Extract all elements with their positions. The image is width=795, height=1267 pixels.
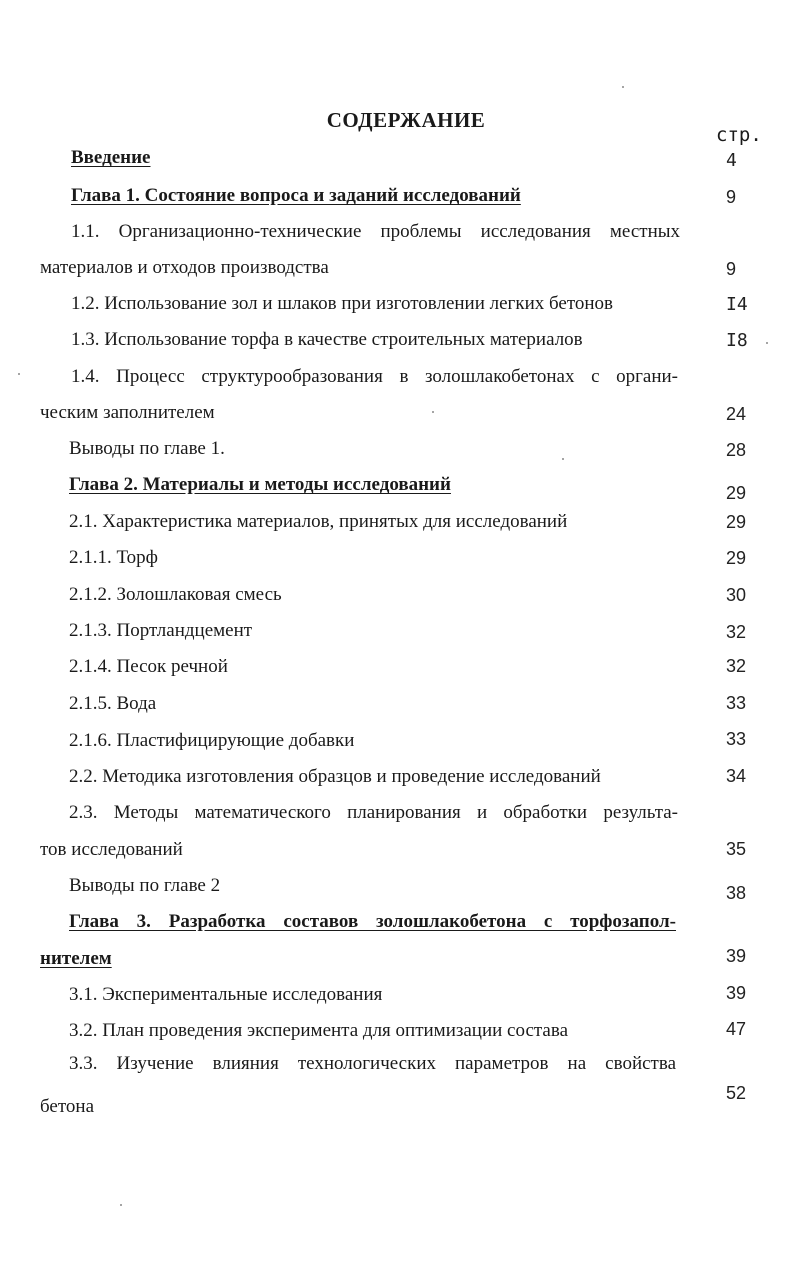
toc-page-number: 34: [726, 766, 747, 786]
toc-entry-2-1-2: 2.1.2. Золошлаковая смесь: [69, 584, 282, 605]
toc-entry-1-2: 1.2. Использование зол и шлаков при изготовлении легких бетонов: [71, 293, 614, 314]
toc-entry-conclusions-1: Выводы по главе 1.: [69, 438, 225, 459]
toc-entry-3-2: 3.2. План проведения эксперимента для оптимизации состава: [69, 1020, 569, 1041]
toc-page-number: 9: [726, 259, 737, 279]
toc-page-number: 39: [726, 983, 747, 1003]
toc-page-number: 24: [726, 404, 747, 424]
toc-entry-1-3: 1.3. Использование торфа в качестве строительных материалов: [71, 329, 583, 350]
toc-entry-3-3-line2: бетона: [40, 1096, 95, 1117]
toc-page-number: 30: [726, 585, 747, 605]
toc-entry-conclusions-2: Выводы по главе 2: [69, 875, 221, 896]
toc-page-number: 39: [726, 946, 747, 966]
toc-entry-1-1-line2: материалов и отходов производства: [40, 257, 329, 278]
toc-entry-2-3-line1: 2.3. Методы математического планирования и обработки результа-: [69, 802, 678, 823]
toc-page-number: I8: [726, 330, 748, 351]
scan-speck: [120, 1204, 122, 1206]
scan-speck: [562, 458, 564, 460]
toc-page-number: 28: [726, 440, 747, 460]
toc-entry-2-1-6: 2.1.6. Пластифицирующие добавки: [69, 730, 355, 751]
toc-page-number: 33: [726, 729, 747, 749]
toc-entry-2-1-5: 2.1.5. Вода: [69, 693, 157, 714]
toc-entry-chapter-2: Глава 2. Материалы и методы исследований: [69, 474, 451, 495]
toc-entry-chapter-1: Глава 1. Состояние вопроса и заданий исследований: [71, 185, 521, 206]
toc-entry-introduction: Введение: [71, 147, 151, 168]
toc-entry-2-1-1: 2.1.1. Торф: [69, 547, 158, 568]
toc-entry-2-1: 2.1. Характеристика материалов, принятых для исследований: [69, 511, 568, 532]
toc-page-number: 32: [726, 622, 747, 642]
page-title: СОДЕРЖАНИЕ: [326, 108, 486, 132]
toc-entry-2-1-3: 2.1.3. Портландцемент: [69, 620, 253, 641]
toc-page-number: 47: [726, 1019, 747, 1039]
toc-page-number: 29: [726, 512, 747, 532]
scan-speck: [432, 411, 434, 413]
toc-page-number: 38: [726, 883, 747, 903]
toc-entry-2-2: 2.2. Методика изготовления образцов и проведение исследований: [69, 766, 601, 787]
toc-page-number: 32: [726, 656, 747, 676]
toc-page-number: 52: [726, 1083, 747, 1103]
toc-page-number: I4: [726, 294, 748, 315]
toc-page-number: 29: [726, 548, 747, 568]
toc-entry-3-3-line1: 3.3. Изучение влияния технологических параметров на свойства: [69, 1053, 676, 1074]
toc-entry-2-1-4: 2.1.4. Песок речной: [69, 656, 228, 677]
toc-entry-3-1: 3.1. Экспериментальные исследования: [69, 984, 383, 1005]
toc-page-number: 29: [726, 483, 747, 503]
toc-entry-chapter-3-line2: нителем: [40, 948, 112, 969]
toc-page-number: 9: [726, 187, 737, 207]
scan-speck: [18, 373, 20, 375]
toc-page-number: 33: [726, 693, 747, 713]
toc-entry-1-4-line1: 1.4. Процесс структурообразования в золошлакобетонах с органи-: [71, 366, 678, 387]
toc-entry-chapter-3-line1: Глава 3. Разработка составов золошлакобетона с торфозапол-: [69, 911, 676, 932]
toc-entry-1-4-line2: ческим заполнителем: [40, 402, 215, 423]
scan-speck: [766, 342, 768, 344]
page-column-header: стр.: [716, 124, 762, 146]
toc-page-number: 35: [726, 839, 747, 859]
toc-entry-1-1-line1: 1.1. Организационно-технические проблемы исследования местных: [71, 221, 680, 242]
toc-page-number: 4: [726, 150, 737, 171]
toc-entry-2-3-line2: тов исследований: [40, 839, 183, 860]
scan-speck: [622, 86, 624, 88]
